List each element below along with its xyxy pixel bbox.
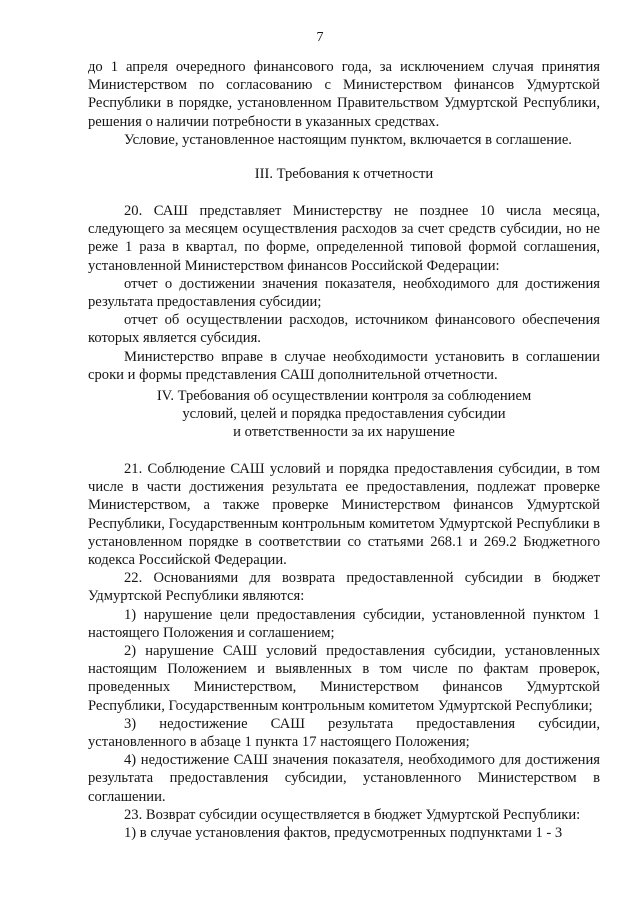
paragraph-20-item-1: отчет о достижении значения показателя, необходимого для достижения результата предоставления субсидии;	[88, 275, 600, 311]
paragraph-condition: Условие, установленное настоящим пунктом, включается в соглашение.	[124, 131, 572, 148]
paragraph-23: 23. Возврат субсидии осуществляется в бюджет Удмуртской Республики:	[124, 806, 581, 823]
section-4-heading-line-1: IV. Требования об осуществлении контроля за соблюдением	[156, 388, 532, 404]
paragraph-22-item-2: 2) нарушение САШ условий предоставления субсидии, установленных настоящим Положением и выявленных в том числе по фактам проверок, проведенных Министерством, Министерством финансов Удмуртской Республики, Государственным контрольным комитетом Удмуртской Республики;	[88, 643, 600, 714]
paragraph-22: 22. Основаниями для возврата предоставленной субсидии в бюджет Удмуртской Республики являются:	[88, 570, 600, 605]
paragraph-23-item-1: 1) в случае установления фактов, предусмотренных подпунктами 1 - 3	[124, 825, 563, 842]
paragraph-20: 20. САШ представляет Министерству не позднее 10 числа месяца, следующего за месяцем осуществления расходов за счет средств субсидии, но не реже 1 раза в квартал, по форме, определенной типовой формой соглашения, установленной Министерством финансов Российской Федерации:	[88, 203, 600, 274]
paragraph-20-note: Министерство вправе в случае необходимости установить в соглашении сроки и формы представления САШ дополнительной отчетности.	[88, 348, 600, 383]
paragraph-22-item-3: 3) недостижение САШ результата предоставления субсидии, установленного в абзаце 1 пункта 17 настоящего Положения;	[88, 715, 600, 751]
paragraph-20-item-2: отчет об осуществлении расходов, источником финансового обеспечения которых является субсидия.	[88, 312, 600, 347]
section-4-heading-line-3: и ответственности за их нарушение	[233, 424, 455, 441]
paragraph-21: 21. Соблюдение САШ условий и порядка предоставления субсидии, в том числе в части достижения результата ее предоставления, подлежат проверке Министерством, а также проверке Министерством финансов Удмуртской Республики, Государственным контрольным комитетом Удмуртской Республики в установленном порядке в соответствии со статьями 268.1 и 269.2 Бюджетного кодекса Российской Федерации.	[88, 461, 600, 569]
section-4-heading-line-2: условий, целей и порядка предоставления субсидии	[182, 406, 506, 423]
continuation-block	[88, 58, 600, 149]
section-4-heading	[88, 387, 600, 442]
paragraph-22-item-1: 1) нарушение цели предоставления субсидии, установленной пунктом 1 настоящего Положения и соглашением;	[88, 606, 600, 641]
paragraph-22-item-4: 4) недостижение САШ значения показателя, необходимого для достижения результата предоставления субсидии, установленного Министерством в соглашении.	[88, 752, 600, 805]
section-3-heading: III. Требования к отчетности	[254, 166, 434, 182]
section-4	[88, 387, 600, 442]
section-3	[88, 165, 600, 183]
page-number: 7	[316, 30, 324, 45]
paragraph-continuation: до 1 апреля очередного финансового года, за исключением случая принятия Министерством по согласованию с Министерством финансов Удмуртской Республики в порядке, установленном Правительством Удмуртской Республики, решения о наличии потребности в указанных средствах.	[88, 59, 600, 130]
section-4-body	[88, 460, 600, 842]
section-3-body	[88, 202, 600, 384]
